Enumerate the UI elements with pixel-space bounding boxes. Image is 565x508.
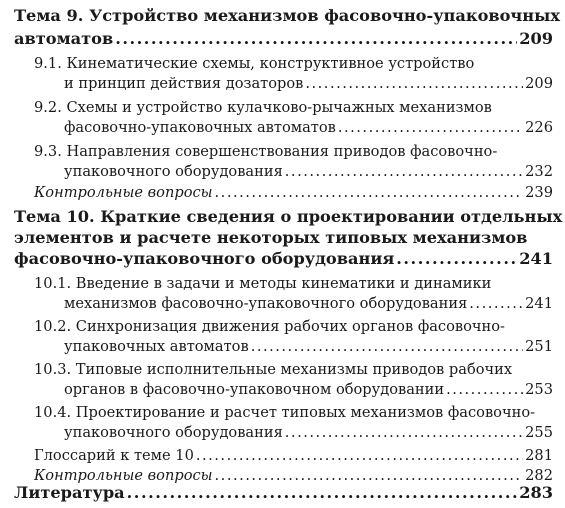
item-10-2-page: 251 — [525, 338, 553, 355]
leader-dots — [446, 381, 523, 398]
topic10-title-line2: элементов и расчете некоторых типовых механизмов — [14, 228, 528, 247]
topic10-questions-page: 282 — [525, 467, 553, 484]
topic10-glossary-row[interactable] — [34, 447, 553, 464]
leader-dots — [215, 467, 524, 484]
topic10-questions-label: Контрольные вопросы — [34, 467, 213, 484]
topic9-title-line2: автоматов — [14, 29, 114, 48]
item-10-1-line2: механизмов фасовочно-упаковочного оборудования — [64, 295, 468, 312]
topic9-questions-label: Контрольные вопросы — [34, 184, 213, 201]
item-10-4-line1: 10.4. Проектирование и расчет типовых механизмов фасовочно- — [34, 404, 536, 421]
literature-row[interactable] — [14, 483, 553, 502]
leader-dots — [196, 447, 523, 464]
topic10-title-row[interactable] — [14, 249, 553, 268]
item-9-2-page: 226 — [525, 119, 553, 136]
item-9-2-row[interactable] — [64, 119, 553, 136]
item-9-3-page: 232 — [525, 163, 553, 180]
leader-dots — [285, 163, 523, 180]
item-10-2-line2: упаковочных автоматов — [64, 338, 249, 355]
topic9-questions-row[interactable] — [34, 184, 553, 201]
item-9-3-line1: 9.3. Направления совершенствования приводов фасовочно- — [34, 143, 498, 160]
item-10-1-line1: 10.1. Введение в задачи и методы кинематики и динамики — [34, 275, 492, 292]
topic10-glossary-label: Глоссарий к теме 10 — [34, 447, 194, 464]
topic10-title-line3: фасовочно-упаковочного оборудования — [14, 249, 395, 268]
leader-dots — [285, 424, 523, 441]
topic9-page: 209 — [519, 29, 553, 48]
topic10-title-line1: Тема 10. Краткие сведения о проектировании отдельных — [14, 207, 563, 226]
literature-page: 283 — [519, 483, 553, 502]
topic10-page: 241 — [519, 249, 553, 268]
item-10-3-row[interactable] — [64, 381, 553, 398]
item-9-2-line2: фасовочно-упаковочных автоматов — [64, 119, 336, 136]
leader-dots — [396, 249, 517, 268]
leader-dots — [469, 295, 523, 312]
item-10-3-page: 253 — [525, 381, 553, 398]
item-10-4-page: 255 — [525, 424, 553, 441]
item-10-2-row[interactable] — [64, 338, 553, 355]
topic9-title-line1: Тема 9. Устройство механизмов фасовочно-упаковочных — [14, 6, 561, 25]
literature-label: Литература — [14, 483, 125, 502]
item-10-2-line1: 10.2. Синхронизация движения рабочих органов фасовочно- — [34, 318, 505, 335]
leader-dots — [338, 119, 523, 136]
item-9-1-line2: и принцип действия дозаторов — [64, 75, 304, 92]
leader-dots — [115, 29, 517, 48]
item-10-1-page: 241 — [525, 295, 553, 312]
item-9-3-line2: упаковочного оборудования — [64, 163, 283, 180]
item-9-1-row[interactable] — [64, 75, 553, 92]
leader-dots — [215, 184, 524, 201]
leader-dots — [127, 483, 518, 502]
topic9-title-row[interactable] — [14, 29, 553, 48]
leader-dots — [251, 338, 523, 355]
topic10-glossary-page: 281 — [525, 447, 553, 464]
item-9-1-page: 209 — [525, 75, 553, 92]
item-9-3-row[interactable] — [64, 163, 553, 180]
item-9-1-line1: 9.1. Кинематические схемы, конструктивное устройство — [34, 55, 475, 72]
leader-dots — [305, 75, 523, 92]
topic10-questions-row[interactable] — [34, 467, 553, 484]
item-9-2-line1: 9.2. Схемы и устройство кулачково-рычажных механизмов — [34, 99, 492, 116]
item-10-4-row[interactable] — [64, 424, 553, 441]
item-10-3-line1: 10.3. Типовые исполнительные механизмы приводов рабочих — [34, 361, 513, 378]
item-10-1-row[interactable] — [64, 295, 553, 312]
item-10-4-line2: упаковочного оборудования — [64, 424, 283, 441]
item-10-3-line2: органов в фасовочно-упаковочном оборудовании — [64, 381, 445, 398]
topic9-questions-page: 239 — [525, 184, 553, 201]
